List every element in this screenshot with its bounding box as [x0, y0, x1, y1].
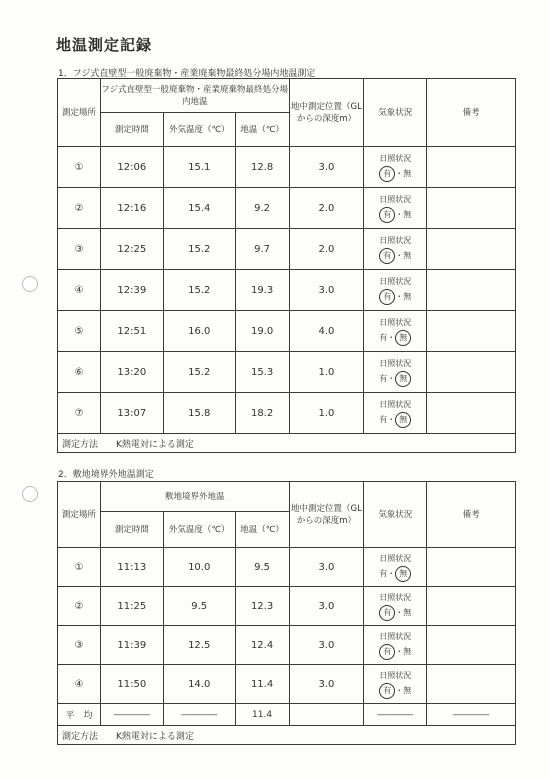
notes-cell [427, 270, 516, 311]
header-notes: 備考 [427, 79, 516, 147]
ground-temp-cell: 9.7 [235, 229, 289, 270]
circled-choice: 有 [379, 248, 395, 264]
sunshine-choice: 有 ・無 [364, 605, 426, 621]
ground-temp-cell: 11.4 [235, 665, 289, 704]
sunshine-label: 日照状況 [379, 593, 412, 602]
time-cell: 12:25 [100, 229, 163, 270]
notes-cell [427, 311, 516, 352]
depth-cell: 3.0 [289, 665, 364, 704]
air-temp-cell: 15.4 [163, 188, 235, 229]
location-number: ③ [58, 626, 101, 665]
table-row [58, 665, 516, 704]
sunshine-choice: 有 ・無 [364, 248, 426, 264]
notes-cell [427, 147, 516, 188]
notes-cell [427, 188, 516, 229]
method-label: 測定方法 [62, 731, 99, 742]
section1-heading: 1．フジ式直壁型一般廃棄物・産業廃棄物最終処分場内地温測定 [58, 69, 316, 79]
air-temp-cell: 15.8 [163, 393, 235, 434]
location-number: ⑥ [58, 352, 101, 393]
notes-cell [427, 665, 516, 704]
time-cell: 13:20 [100, 352, 163, 393]
time-cell: 11:39 [100, 626, 163, 665]
time-cell: 12:16 [100, 188, 163, 229]
sunshine-choice: 有・ 無 [364, 412, 426, 428]
circled-choice: 無 [395, 371, 411, 387]
table-row [58, 626, 516, 665]
choice-option: 有 [379, 569, 388, 578]
circled-choice: 無 [395, 330, 411, 346]
header-location: 測定場所 [58, 482, 101, 548]
sunshine-choice: 有 ・無 [364, 166, 426, 182]
sunshine-choice: 有 ・無 [364, 683, 426, 699]
section2-table [57, 481, 516, 745]
circled-choice: 有 [379, 289, 395, 305]
ground-temp-cell: 19.0 [235, 311, 289, 352]
air-temp-cell: 15.1 [163, 147, 235, 188]
header-air-temp: 外気温度（℃） [163, 512, 235, 548]
circled-choice: 有 [379, 605, 395, 621]
weather-cell [364, 270, 427, 311]
circled-choice: 無 [395, 566, 411, 582]
ground-temp-cell: 12.3 [235, 587, 289, 626]
air-temp-cell: 15.2 [163, 270, 235, 311]
header-air-temp: 外気温度（℃） [163, 113, 235, 147]
ground-temp-cell: 12.4 [235, 626, 289, 665]
sunshine-label: 日照状況 [379, 195, 412, 204]
location-number: ⑤ [58, 311, 101, 352]
depth-cell: 3.0 [289, 147, 364, 188]
average-notes: ―――― [427, 704, 516, 726]
ground-temp-cell: 18.2 [235, 393, 289, 434]
average-weather: ―――― [364, 704, 427, 726]
weather-cell [364, 147, 427, 188]
depth-cell: 3.0 [289, 270, 364, 311]
air-temp-cell: 15.2 [163, 229, 235, 270]
depth-cell: 3.0 [289, 587, 364, 626]
depth-cell: 1.0 [289, 393, 364, 434]
table-row [58, 587, 516, 626]
sunshine-label: 日照状況 [379, 318, 412, 327]
weather-cell [364, 311, 427, 352]
sunshine-label: 日照状況 [379, 236, 412, 245]
table-row [58, 270, 516, 311]
sunshine-choice: 有・ 無 [364, 330, 426, 346]
air-temp-cell: 10.0 [163, 548, 235, 587]
punch-hole [22, 486, 38, 502]
header-depth: 地中測定位置（GLからの深度m） [289, 79, 364, 147]
choice-option: 無 [403, 251, 412, 260]
table-row [58, 548, 516, 587]
notes-cell [427, 352, 516, 393]
ground-temp-cell: 12.8 [235, 147, 289, 188]
sunshine-choice: 有 ・無 [364, 207, 426, 223]
notes-cell [427, 393, 516, 434]
method-text: K熱電対による測定 [116, 731, 194, 742]
time-cell: 12:51 [100, 311, 163, 352]
average-row [58, 704, 516, 726]
location-number: ② [58, 587, 101, 626]
average-depth [289, 704, 364, 726]
notes-cell [427, 229, 516, 270]
table-row [58, 352, 516, 393]
header-time: 測定時間 [100, 113, 163, 147]
sunshine-label: 日照状況 [379, 554, 412, 563]
circled-choice: 有 [379, 207, 395, 223]
weather-cell [364, 229, 427, 270]
average-ground: 11.4 [235, 704, 289, 726]
header-ground-temp: 地温（℃） [235, 512, 289, 548]
air-temp-cell: 9.5 [163, 587, 235, 626]
circled-choice: 有 [379, 683, 395, 699]
time-cell: 11:50 [100, 665, 163, 704]
page-title: 地温測定記録 [56, 36, 153, 54]
time-cell: 12:39 [100, 270, 163, 311]
depth-cell: 2.0 [289, 229, 364, 270]
table-row [58, 229, 516, 270]
depth-cell: 4.0 [289, 311, 364, 352]
location-number: ⑦ [58, 393, 101, 434]
notes-cell [427, 626, 516, 665]
air-temp-cell: 15.2 [163, 352, 235, 393]
header-group: フジ式直壁型一般廃棄物・産業廃棄物最終処分場内地温 [100, 79, 289, 113]
sunshine-choice: 有・ 無 [364, 566, 426, 582]
header-weather: 気象状況 [364, 79, 427, 147]
header-depth: 地中測定位置（GLからの深度m） [289, 482, 364, 548]
air-temp-cell: 16.0 [163, 311, 235, 352]
air-temp-cell: 14.0 [163, 665, 235, 704]
weather-cell [364, 665, 427, 704]
sunshine-label: 日照状況 [379, 277, 412, 286]
location-number: ④ [58, 270, 101, 311]
choice-option: 有 [379, 415, 388, 424]
header-time: 測定時間 [100, 512, 163, 548]
table-row [58, 311, 516, 352]
sunshine-choice: 有 ・無 [364, 289, 426, 305]
method-row [58, 434, 516, 453]
choice-option: 無 [403, 608, 412, 617]
weather-cell [364, 352, 427, 393]
header-ground-temp: 地温（℃） [235, 113, 289, 147]
header-location: 測定場所 [58, 79, 101, 147]
time-cell: 11:13 [100, 548, 163, 587]
weather-cell [364, 626, 427, 665]
sunshine-choice: 有 ・無 [364, 644, 426, 660]
location-number: ① [58, 548, 101, 587]
choice-option: 有 [379, 374, 388, 383]
choice-option: 無 [403, 169, 412, 178]
ground-temp-cell: 9.5 [235, 548, 289, 587]
table-row [58, 393, 516, 434]
location-number: ③ [58, 229, 101, 270]
time-cell: 11:25 [100, 587, 163, 626]
method-row [58, 726, 516, 745]
notes-cell [427, 548, 516, 587]
average-air: ―――― [163, 704, 235, 726]
choice-option: 無 [403, 210, 412, 219]
circled-choice: 有 [379, 644, 395, 660]
depth-cell: 1.0 [289, 352, 364, 393]
sunshine-label: 日照状況 [379, 632, 412, 641]
table-row [58, 188, 516, 229]
sunshine-label: 日照状況 [379, 154, 412, 163]
circled-choice: 無 [395, 412, 411, 428]
weather-cell [364, 587, 427, 626]
choice-option: 有 [379, 333, 388, 342]
depth-cell: 2.0 [289, 188, 364, 229]
sunshine-label: 日照状況 [379, 359, 412, 368]
weather-cell [364, 188, 427, 229]
punch-hole [22, 276, 38, 292]
method-label: 測定方法 [62, 439, 99, 450]
sunshine-label: 日照状況 [379, 671, 412, 680]
ground-temp-cell: 15.3 [235, 352, 289, 393]
choice-option: 無 [403, 292, 412, 301]
section2-heading: 2．敷地境界外地温測定 [58, 470, 154, 480]
average-time: ―――― [100, 704, 163, 726]
weather-cell [364, 393, 427, 434]
depth-cell: 3.0 [289, 626, 364, 665]
notes-cell [427, 587, 516, 626]
location-number: ④ [58, 665, 101, 704]
air-temp-cell: 12.5 [163, 626, 235, 665]
ground-temp-cell: 9.2 [235, 188, 289, 229]
header-notes: 備考 [427, 482, 516, 548]
time-cell: 13:07 [100, 393, 163, 434]
section1-table [57, 78, 516, 453]
method-text: K熱電対による測定 [116, 439, 194, 450]
location-number: ② [58, 188, 101, 229]
table-row [58, 147, 516, 188]
choice-option: 無 [403, 647, 412, 656]
time-cell: 12:06 [100, 147, 163, 188]
location-number: ① [58, 147, 101, 188]
header-weather: 気象状況 [364, 482, 427, 548]
circled-choice: 有 [379, 166, 395, 182]
sunshine-choice: 有・ 無 [364, 371, 426, 387]
choice-option: 無 [403, 686, 412, 695]
sunshine-label: 日照状況 [379, 400, 412, 409]
header-group: 敷地境界外地温 [100, 482, 289, 512]
average-label: 平 均 [58, 704, 101, 726]
ground-temp-cell: 19.3 [235, 270, 289, 311]
depth-cell: 3.0 [289, 548, 364, 587]
weather-cell [364, 548, 427, 587]
